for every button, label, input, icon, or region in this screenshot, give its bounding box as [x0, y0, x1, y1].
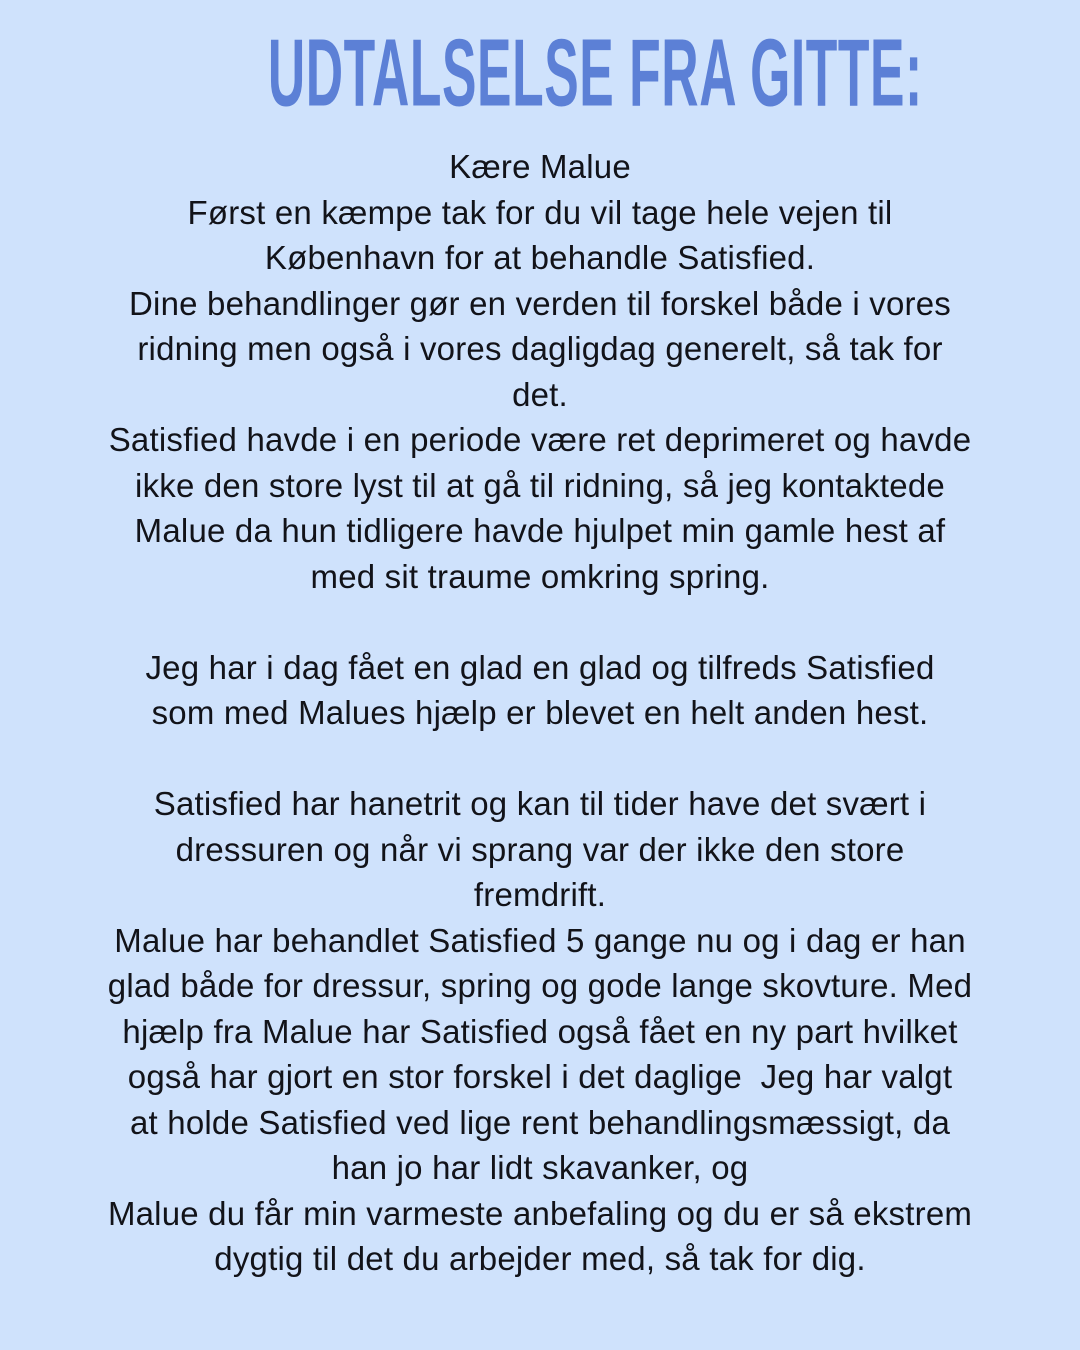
- testimonial-line: København for at behandle Satisfied.: [264, 239, 816, 276]
- testimonial-line: glad både for dressur, spring og gode lange skovture. Med: [107, 967, 973, 1004]
- testimonial-line: det.: [512, 375, 568, 413]
- testimonial-line: at holde Satisfied ved lige rent behandlingsmæssigt, da: [130, 1103, 950, 1141]
- testimonial-line: som med Malues hjælp er blevet en helt anden hest.: [151, 694, 929, 731]
- testimonial-line: Dine behandlinger gør en verden til forskel både i vores: [129, 284, 951, 322]
- page-title: [0, 0, 1080, 138]
- testimonial-line: Kære Malue: [449, 148, 631, 185]
- testimonial-line: dressuren og når vi sprang var der ikke den store: [175, 830, 905, 868]
- testimonial-line: hjælp fra Malue har Satisfied også fået en ny part hvilket: [122, 1012, 958, 1050]
- testimonial-line: også har gjort en stor forskel i det daglige Jeg har valgt: [127, 1058, 953, 1095]
- testimonial-line: Satisfied havde i en periode være ret deprimeret og havde: [108, 421, 972, 458]
- testimonial-line: ridning men også i vores dagligdag generelt, så tak for: [137, 330, 943, 367]
- testimonial-line: dygtig til det du arbejder med, så tak for dig.: [214, 1240, 866, 1277]
- testimonial-body: [0, 144, 1080, 1282]
- testimonial-line: Jeg har i dag fået en glad en glad og tilfreds Satisfied: [145, 648, 935, 686]
- page-title-text: UDTALSELSE FRA GITTE:: [267, 18, 923, 127]
- testimonial-line: ikke den store lyst til at gå til ridning, så jeg kontaktede: [135, 466, 945, 504]
- testimonial-line: Satisfied har hanetrit og kan til tider have det svært i: [153, 785, 927, 822]
- testimonial-blank-line: [0, 599, 1080, 645]
- testimonial-line: med sit traume omkring spring.: [310, 557, 770, 595]
- testimonial-line: Malue har behandlet Satisfied 5 gange nu og i dag er han: [114, 921, 966, 959]
- testimonial-line: Malue du får min varmeste anbefaling og du er så ekstrem: [107, 1194, 973, 1232]
- testimonial-line: Malue da hun tidligere havde hjulpet min gamle hest af: [134, 512, 946, 549]
- testimonial-blank-line: [0, 736, 1080, 782]
- testimonial-line: Først en kæmpe tak for du vil tage hele vejen til: [187, 193, 893, 231]
- testimonial-line: fremdrift.: [473, 876, 607, 913]
- testimonial-line: han jo har lidt skavanker, og: [331, 1149, 749, 1186]
